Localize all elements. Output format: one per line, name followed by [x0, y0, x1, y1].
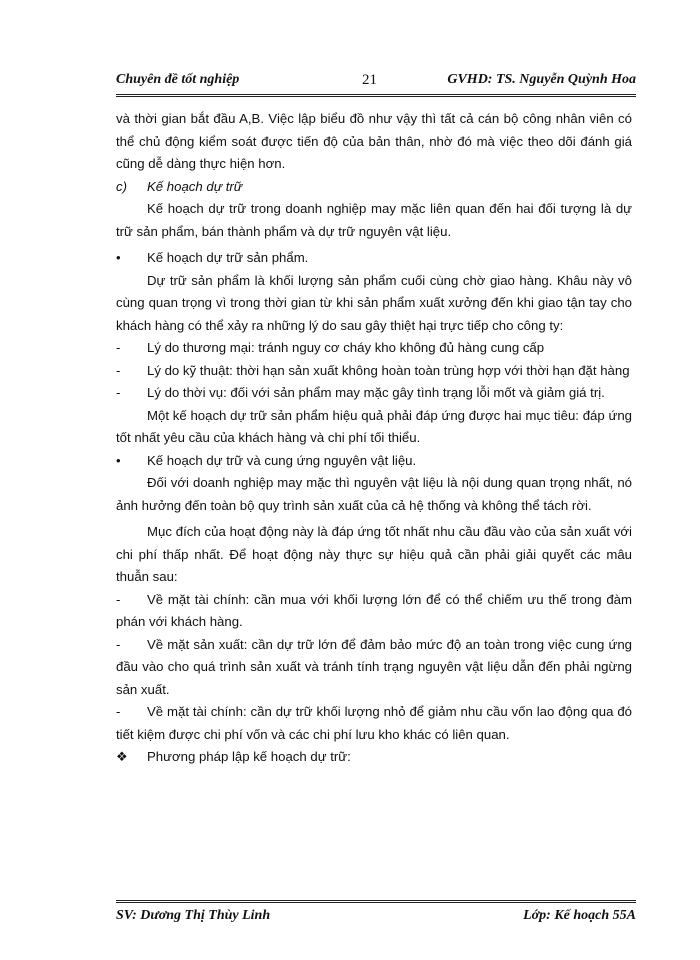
dash-item [116, 589, 632, 634]
dash-item [116, 360, 632, 383]
section-marker: c) [116, 178, 127, 194]
dash-item [116, 701, 632, 746]
dash-text: Lý do thời vụ: đối với sản phẩm may mặc gây tình trạng lỗi mốt và giảm giá trị. [147, 385, 605, 400]
dash-text: Về mặt sản xuất: cần dự trữ lớn để đảm bảo mức độ an toàn trong việc cung ứng đầu vào cho quá trình sản xuất và tránh tính trạng nguyên vật liệu dẫn đến phải ngừng sản xuất. [116, 636, 632, 697]
dash-icon: - [116, 385, 121, 400]
section-heading [116, 176, 632, 199]
dash-text: Về mặt tài chính: cần mua với khối lượng lớn để có thể chiếm ưu thế trong đàm phán với khách hàng. [116, 591, 632, 629]
dash-icon: - [116, 591, 121, 607]
dash-icon: - [116, 340, 121, 355]
dash-text: Lý do thương mại: tránh nguy cơ cháy kho không đủ hàng cung cấp [147, 340, 545, 355]
page-footer [116, 900, 636, 928]
bullet-icon: • [116, 452, 121, 468]
page-number: 21 [362, 72, 377, 88]
dash-item [116, 382, 632, 405]
document-title: Chuyên đề tốt nghiệp [116, 72, 240, 87]
paragraph: Một kế hoạch dự trữ sản phẩm hiệu quả phải đáp ứng được hai mục tiêu: đáp ứng tốt nhất yêu cầu của khách hàng và chi phí tối thiểu. [116, 407, 632, 445]
bullet-text: Kế hoạch dự trữ sản phẩm. [147, 250, 309, 265]
diamond-item [116, 746, 632, 769]
dash-item [116, 337, 632, 360]
paragraph: và thời gian bắt đầu A,B. Việc lập biểu đồ như vậy thì tất cả cán bộ công nhân viên có thể chủ động kiểm soát được tiến độ của bản thân, nhờ đó mà việc theo dõi đánh giá cũng dễ dàng thực hiện hơn. [116, 111, 632, 171]
page-header [116, 70, 636, 97]
bullet-item [116, 247, 632, 270]
class-name: Lớp: Kế hoạch 55A [523, 908, 636, 923]
dash-icon: - [116, 636, 121, 652]
dash-icon: - [116, 704, 121, 719]
dash-item [116, 634, 632, 702]
paragraph: Kế hoạch dự trữ trong doanh nghiệp may mặc liên quan đến hai đối tượng là dự trữ sản phẩm, bán thành phẩm và dự trữ nguyên vật liệu. [116, 201, 632, 239]
section-title: Kế hoạch dự trữ [147, 178, 243, 194]
paragraph: Mục đích của hoạt động này là đáp ứng tốt nhất nhu cầu đầu vào của sản xuất với chi phí thấp nhất. Để hoạt động này thực sự hiệu quả cần phải giải quyết các mâu thuẫn sau: [116, 524, 632, 584]
bullet-text: Kế hoạch dự trữ và cung ứng nguyên vật liệu. [147, 452, 417, 468]
page-body [116, 108, 632, 769]
paragraph: Dự trữ sản phẩm là khối lượng sản phẩm cuối cùng chờ giao hàng. Khâu này vô cùng quan trọng vì trong thời gian từ khi sản phẩm xuất xưởng đến khi giao tận tay cho khách hàng có thể xảy ra những lý do sau gây thiệt hại trực tiếp cho công ty: [116, 272, 632, 333]
dash-icon: - [116, 362, 121, 378]
dash-text: Về mặt tài chính: cần dự trữ khối lượng nhỏ để giảm nhu cầu vốn lao động qua đó tiết kiệm được chi phí vốn và các chi phí lưu kho khác có liên quan. [116, 704, 632, 742]
bullet-icon: • [116, 250, 121, 265]
diamond-text: Phương pháp lập kế hoạch dự trữ: [147, 749, 351, 764]
student-name: SV: Dương Thị Thùy Linh [116, 908, 271, 923]
dash-text: Lý do kỹ thuật: thời hạn sản xuất không hoàn toàn trùng hợp với thời hạn đặt hàng [147, 362, 630, 378]
supervisor: GVHD: TS. Nguyễn Quỳnh Hoa [447, 72, 636, 87]
bullet-item [116, 450, 632, 473]
diamond-icon: ❖ [116, 749, 128, 764]
paragraph: Đối với doanh nghiệp may mặc thì nguyên vật liệu là nội dung quan trọng nhất, nó ảnh hưởng đến toàn bộ quy trình sản xuất của cả hệ thống và không thể tách rời. [116, 475, 632, 513]
